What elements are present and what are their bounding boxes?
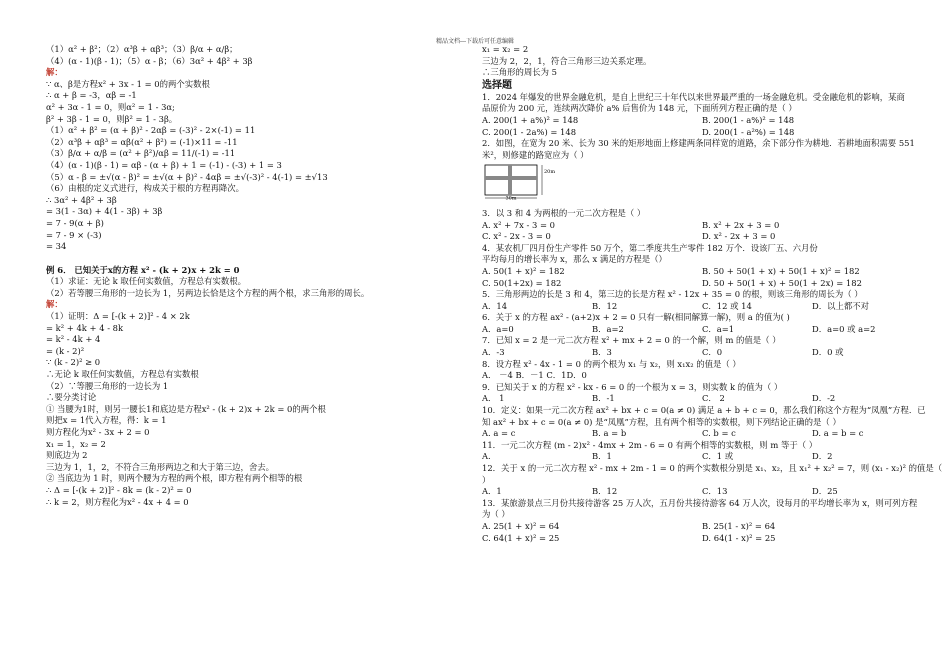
- answer-option: A. 200(1 + a%)² = 148: [482, 114, 579, 125]
- answer-row: [482, 451, 922, 463]
- section-title: 选择题: [482, 79, 512, 91]
- question-stem: 4．某农机厂四月份生产零件 50 万个，第二季度共生产零件 182 万个．设该厂五、六月份: [482, 242, 818, 253]
- solution-line: （5）α - β = ±√(α - β)² = ±√(α + β)² - 4αβ = ±√(-3)² - 4(-1) = ±√13: [46, 171, 328, 182]
- answer-option: B. 200(1 - a%)² = 148: [702, 114, 795, 125]
- question-item: [482, 138, 922, 208]
- question-stem: 2．如图，在宽为 20 米、长为 30 米的矩形地面上修建两条同样宽的道路，余下部分作为耕地．若耕地面积需要 551: [482, 138, 915, 149]
- question-stem: 为（ ）: [482, 509, 510, 520]
- question-item: [482, 243, 922, 289]
- road-diagram: [484, 164, 556, 202]
- solution-line: 则底边为 2: [46, 450, 88, 461]
- answer-options: A． －4 B．－1 C．1D．0: [482, 370, 587, 381]
- question-stem: 3．以 3 和 4 为两根的一元二次方程是（ ）: [482, 207, 646, 218]
- answer-option: C．12 或 14: [702, 300, 752, 311]
- answer-option: B．3: [592, 347, 612, 358]
- solution-line: 则方程化为x² - 3x + 2 = 0: [46, 427, 150, 437]
- solution-line: ② 当底边为 1 时，则两个腰为方程的两个根，即方程有两个相等的根: [46, 473, 303, 484]
- question-item: [482, 289, 922, 312]
- answer-option: B．-1: [592, 393, 615, 404]
- solution-line: （4）(α - 1)(β - 1)；（5）α - β；（6）3α² + 4β² + 3β: [46, 55, 253, 66]
- answer-option: D. 64(1 - x)² = 25: [702, 532, 776, 543]
- answer-option: A. a = c: [482, 428, 516, 439]
- question-stem: 11．一元二次方程 (m - 2)x² - 4mx + 2m - 6 = 0 有两个相等的实数根，则 m 等于（ ）: [482, 439, 818, 450]
- question-item: [482, 312, 922, 335]
- solution-line: β² + 3β - 1 = 0，则β² = 1 - 3β。: [46, 113, 178, 124]
- solution-line: （1）α² + β²；（2）α³β + αβ³；（3）β/α + α/β；: [46, 44, 238, 54]
- question-stem: 6．关于 x 的方程 ax² - (a+2)x + 2 = 0 只有一解(相同解算一解)，则 a 的值为( ): [482, 312, 790, 323]
- answer-row: [482, 115, 922, 127]
- solution-line: ∵ α、β是方程x² + 3x - 1 = 0的两个实数根: [46, 78, 210, 89]
- question-stem: 12．关于 x 的一元二次方程 x² - mx + 2m - 1 = 0 的两个实数根分别是 x₁、x₂，且 x₁² + x₂² = 7，则 (x₁ - x₂)² 的值是（: [482, 463, 943, 473]
- continued-solution: [482, 44, 922, 79]
- solution-line: ∴要分类讨论: [46, 392, 97, 403]
- answer-row: [482, 521, 922, 533]
- answer-row: [482, 301, 922, 313]
- answer-option: D．以上都不对: [812, 300, 869, 311]
- solution-label: 解：: [46, 67, 63, 78]
- answer-option: C. 64(1 + x)² = 25: [482, 532, 560, 543]
- answer-row: [482, 127, 922, 139]
- question-item: [482, 382, 922, 405]
- solution-line: （1）求证：无论 k 取任何实数值，方程总有实数根。: [46, 276, 246, 287]
- answer-option: D．25: [812, 486, 838, 497]
- answer-option: C．0: [702, 347, 723, 358]
- question-item: [482, 463, 943, 498]
- question-item: [482, 498, 922, 544]
- solution-line: x₁ = 1，x₂ = 2: [46, 438, 106, 449]
- solution-line: ∴ Δ = [-(k + 2)]² - 8k = (k - 2)² = 0: [46, 484, 192, 495]
- answer-option: A.: [482, 451, 491, 462]
- answer-option: D．0 或: [812, 347, 844, 358]
- answer-option: A. 25(1 + x)² = 64: [482, 520, 560, 531]
- solution-line: ∴ 3α² + 4β² + 3β: [46, 194, 117, 205]
- solution-line: （3）β/α + α/β = (α² + β²)/αβ = 11/(-1) = -11: [46, 148, 236, 159]
- answer-option: B．1: [592, 451, 612, 462]
- question-item: [482, 440, 922, 463]
- left-column: [46, 44, 451, 508]
- answer-option: A．14: [482, 300, 508, 311]
- answer-option: C．13: [702, 486, 728, 497]
- answer-option: C． 2: [702, 393, 725, 404]
- solution-line: ∴ k = 2，则方程化为x² - 4x + 4 = 0: [46, 496, 189, 507]
- figure-height-label: 20m: [544, 169, 556, 176]
- solution-line: = 34: [46, 241, 67, 252]
- answer-option: D．-2: [812, 393, 836, 404]
- spacer: [46, 253, 451, 265]
- answer-option: B. 25(1 - x)² = 64: [702, 520, 776, 531]
- question-stem: ）: [482, 474, 491, 485]
- answer-row: [482, 231, 922, 243]
- solution-line: ∴三角形的周长为 5: [482, 67, 557, 78]
- question-stem: 1．2024 年爆发的世界金融危机，是自上世纪三十年代以来世界最严重的一场金融危机。受金融危机的影响，某商: [482, 91, 905, 102]
- answer-option: A．a=0: [482, 323, 514, 334]
- answer-option: D. 50 + 50(1 + x) + 50(1 + 2x) = 182: [702, 277, 862, 288]
- solution-line: = (k - 2)²: [46, 345, 85, 356]
- answer-row: [482, 428, 922, 440]
- question-stem: 5．三角形两边的长是 3 和 4，第三边的长是方程 x² - 12x + 35 = 0 的根，则该三角形的周长为（ ）: [482, 289, 863, 300]
- answer-option: B. x² + 2x + 3 = 0: [702, 219, 780, 230]
- solution-line: ∵ (k - 2)² ≥ 0: [46, 357, 101, 368]
- question-item: [482, 405, 926, 440]
- answer-option: C. b = c: [702, 428, 736, 439]
- solution-line: （1）α² + β² = (α + β)² - 2αβ = (-3)² - 2×(-1) = 11: [46, 125, 256, 136]
- answer-row: [482, 486, 922, 498]
- answer-option: B．12: [592, 486, 618, 497]
- answer-option: B. a = b: [592, 428, 627, 439]
- answer-option: A．1: [482, 486, 502, 497]
- solution-line: （6）由根的定义式进行，构成关于根的方程再降次。: [46, 183, 244, 194]
- answer-row: [482, 266, 922, 278]
- answer-option: A. x² + 7x - 3 = 0: [482, 219, 555, 230]
- question-stem: 米²，则修建的路宽应为（ ）: [482, 149, 589, 160]
- solution-line: = 7 - 9 × (-3): [46, 229, 102, 240]
- question-item: [482, 208, 922, 243]
- solution-line: （2）若等腰三角形的一边长为 1，另两边长恰是这个方程的两个根，求三角形的周长。: [46, 287, 370, 298]
- solution-line: （1）证明：Δ = [-(k + 2)]² - 4 × 2k: [46, 311, 190, 322]
- answer-option: B. 50 + 50(1 + x) + 50(1 + x)² = 182: [702, 265, 860, 276]
- answer-option: C．1 或: [702, 451, 734, 462]
- question-item: [482, 92, 922, 138]
- question-item: [482, 335, 922, 358]
- answer-row: [482, 347, 922, 359]
- answer-option: C．a=1: [702, 323, 735, 334]
- solution-label: 解：: [46, 299, 63, 310]
- answer-option: A． 1: [482, 393, 505, 404]
- answer-option: A．-3: [482, 347, 505, 358]
- question-list: [482, 91, 943, 544]
- answer-option: D．a=0 或 a=2: [812, 323, 876, 334]
- question-stem: 13．某旅游景点三月份共接待游客 25 万人次，五月份共接待游客 64 万人次，设每月的平均增长率为 x，则可列方程: [482, 497, 918, 508]
- figure-width-label: 30m: [505, 195, 517, 202]
- question-stem: 10．定义：如果一元二次方程 ax² + bx + c = 0(a ≠ 0) 满足 a + b + c = 0，那么我们称这个方程为“凤凰”方程．已: [482, 405, 926, 416]
- answer-option: C. x² - 2x - 3 = 0: [482, 231, 551, 242]
- answer-row: [482, 324, 922, 336]
- solution-line: = k² - 4k + 4: [46, 334, 101, 345]
- answer-option: D. a = b = c: [812, 428, 864, 439]
- solution-line: α² + 3α - 1 = 0，则α² = 1 - 3α;: [46, 101, 175, 112]
- solution-line: （4）(α - 1)(β - 1) = αβ - (α + β) + 1 = (-1) - (-3) + 1 = 3: [46, 159, 282, 170]
- solution-line: ∴ α + β = -3，αβ = -1: [46, 90, 137, 101]
- answer-row: [482, 278, 922, 290]
- answer-option: A. 50(1 + x)² = 182: [482, 265, 565, 276]
- answer-option: C. 200(1 - 2a%) = 148: [482, 126, 577, 137]
- solution-line: 则把x = 1代入方程，得：k = 1: [46, 415, 167, 426]
- question-item: [482, 359, 922, 382]
- answer-option: D．2: [812, 451, 833, 462]
- answer-row: [482, 220, 922, 232]
- answer-option: C. 50(1+2x) = 182: [482, 277, 562, 288]
- solution-line: = 3(1 - 3α) + 4(1 - 3β) + 3β: [46, 206, 163, 217]
- question-stem: 8．设方程 x² - 4x - 1 = 0 的两个根为 x₁ 与 x₂，则 x₁x₂ 的值是（ ）: [482, 358, 741, 369]
- answer-row: [482, 393, 922, 405]
- solution-line: 三边为 2，2，1，符合三角形三边关系定理。: [482, 55, 652, 66]
- page-header: 精品文档---下载后可任意编辑: [435, 38, 515, 45]
- question-stem: 7．已知 x = 2 是一元二次方程 x² + mx + 2 = 0 的一个解，则 m 的值是（ ）: [482, 335, 781, 346]
- question-stem: 品原价为 200 元，连续两次降价 a% 后售价为 148 元，下面所列方程正确的是（ ）: [482, 103, 797, 114]
- solution-line: （2）α³β + αβ³ = αβ(α² + β²) = (-1)×11 = -11: [46, 136, 238, 147]
- answer-option: D. 200(1 - a²%) = 148: [702, 126, 795, 137]
- solution-line: = k² + 4k + 4 - 8k: [46, 322, 124, 333]
- question-stem: 平均每月的增长率为 x，那么 x 满足的方程是（）: [482, 254, 667, 265]
- solution-line: （2）∵等腰三角形的一边长为 1: [46, 380, 169, 391]
- solution-line: = 7 - 9(α + β): [46, 217, 104, 228]
- question-stem: 知 ax² + bx + c = 0(a ≠ 0) 是“凤凰”方程，且有两个相等的实数根，则下列结论正确的是（ ）: [482, 416, 841, 427]
- answer-option: D. x² - 2x + 3 = 0: [702, 231, 776, 242]
- solution-line: ∴无论 k 取任何实数值，方程总有实数根: [46, 369, 199, 380]
- answer-option: B．a=2: [592, 323, 624, 334]
- right-column: [482, 44, 943, 544]
- question-stem: 9．已知关于 x 的方程 x² - kx - 6 = 0 的一个根为 x = 3，则实数 k 的值为（ ）: [482, 381, 783, 392]
- solution-line: ① 当腰为1时，则另一腰长1和底边是方程x² - (k + 2)x + 2k = 0的两个根: [46, 403, 326, 414]
- solution-line: 三边为 1，1，2，不符合三角形两边之和大于第三边，舍去。: [46, 461, 275, 472]
- example-heading: 例 6． 已知关于x的方程 x² - (k + 2)x + 2k = 0: [46, 264, 240, 275]
- solution-line: x₁ = x₂ = 2: [482, 44, 529, 54]
- answer-option: B．12: [592, 300, 618, 311]
- answer-row: [482, 533, 922, 545]
